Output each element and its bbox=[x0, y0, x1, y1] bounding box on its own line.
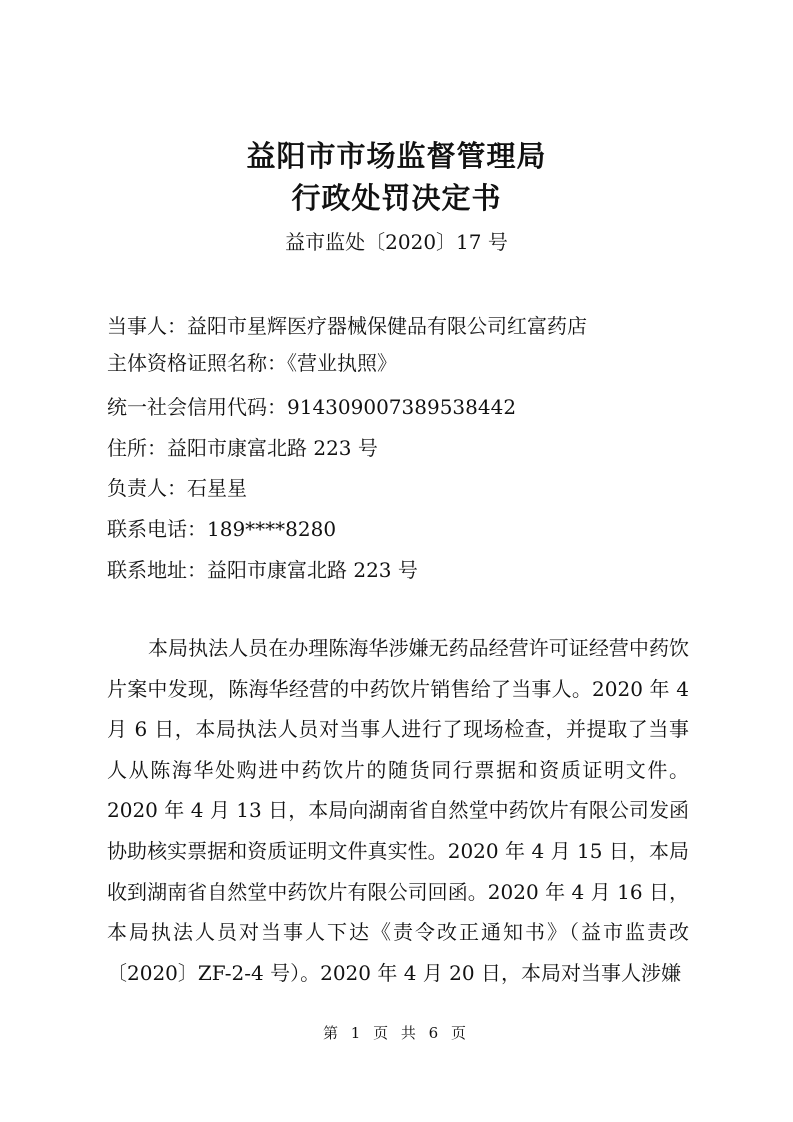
phone-line: 联系电话：189****8280 bbox=[107, 517, 337, 541]
document-title-type: 行政处罚决定书 bbox=[291, 181, 502, 215]
address-line: 住所：益阳市康富北路 223 号 bbox=[107, 436, 378, 460]
person-in-charge-line: 负责人：石星星 bbox=[107, 476, 247, 500]
document-number: 益市监处〔2020〕17 号 bbox=[285, 230, 508, 254]
party-name-line: 当事人：益阳市星辉医疗器械保健品有限公司红富药店 bbox=[107, 314, 587, 338]
case-description-paragraph: 本局执法人员在办理陈海华涉嫌无药品经营许可证经营中药饮片案中发现，陈海华经营的中药饮片销售给了当事人。2020 年 4 月 6 日，本局执法人员对当事人进行了现场检查，并提取了当事人从陈海华处购进中药饮片的随货同行票据和资质证明文件。2020 年 4 月 13 日，本局向湖南省自然堂中药饮片有限公司发函协助核实票据和资质证明文件真实性。2020 年 4 月 15 日，本局收到湖南省自然堂中药饮片有限公司回函。2020 年 4 月 16 日，本局执法人员对当事人下达《责令改正通知书》（益市监责改〔2020〕ZF-2-4 号）。2020 年 4 月 20 日，本局对当事人涉嫌 bbox=[107, 636, 689, 985]
document-title-agency: 益阳市市场监督管理局 bbox=[246, 139, 547, 173]
contact-address-line: 联系地址：益阳市康富北路 223 号 bbox=[107, 558, 418, 582]
license-name-line: 主体资格证照名称：《营业执照》 bbox=[107, 351, 397, 375]
page-indicator: 第 1 页 共 6 页 bbox=[323, 1024, 470, 1042]
credit-code-line: 统一社会信用代码：914309007389538442 bbox=[107, 395, 517, 419]
